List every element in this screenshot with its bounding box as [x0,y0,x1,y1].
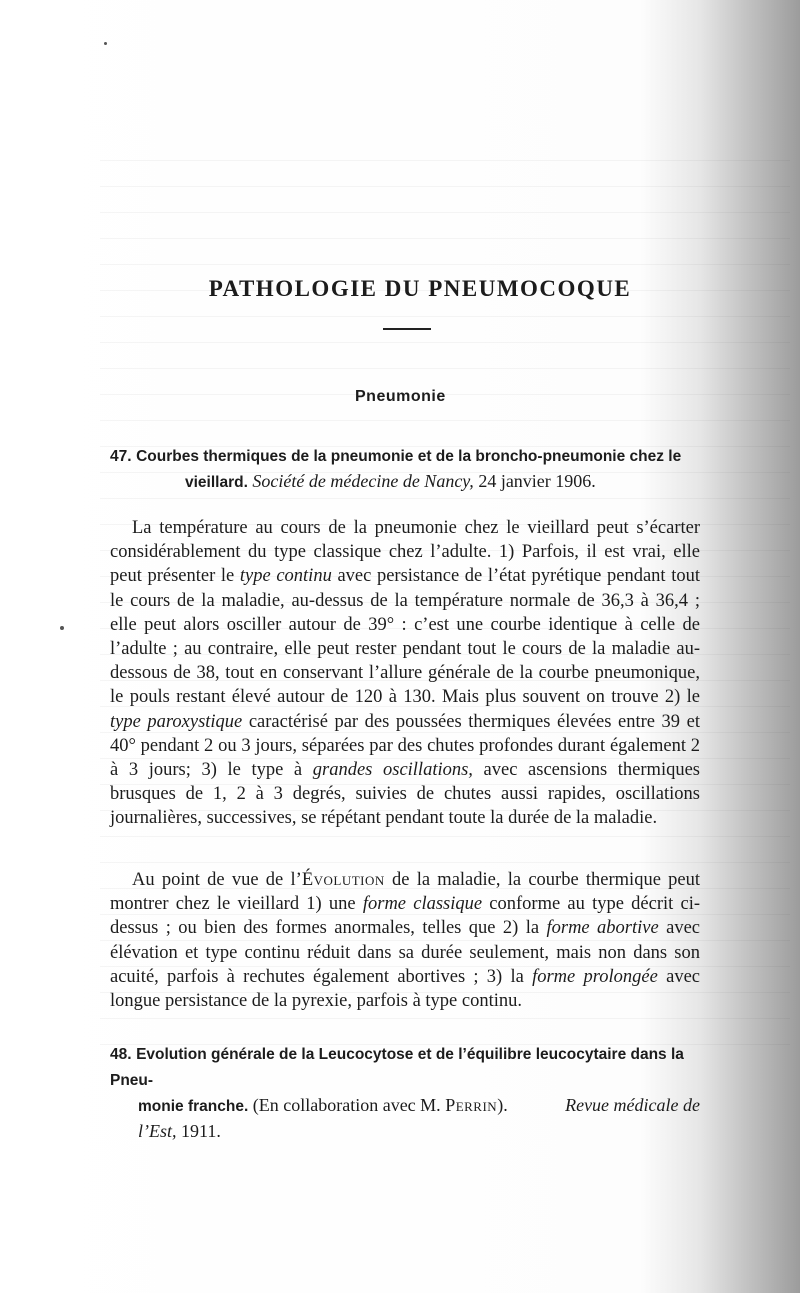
section-title: PATHOLOGIE DU PNEUMOCOQUE [208,276,632,301]
entry-47-paragraph-2 [110,868,700,1013]
para2-text-e: avec longue persistance de la pyrexie, parfois à type continu. [110,966,700,1012]
para2-text-d: avec élévation et type continu réduit dans sa durée seulement, mais non dans son acuité, parfois à rechutes également abortives ; 3) la [110,918,701,987]
para1-text-d: avec ascensions thermiques brusques de 1, 2 à 3 degrés, suivies de chutes aussi rapides, oscillations journalières, successives, se répétant pendant toute la durée de la maladie. [110,760,700,829]
entry-47-date: 24 janvier 1906. [478,471,596,491]
entry-48-heading-line2 [110,1093,700,1119]
entry-47-heading-line1 [110,443,710,469]
entry-47-source: Société de médecine de Nancy, [252,471,474,491]
para1-text-c: caractérisé par des poussées thermiques élevées entre 39 et 40° pendant 2 ou 3 jours, séparées par des chutes profondes durant également 2 à 3 jours; 3) le type à [110,711,700,781]
para1-text-b: avec persistance de l’état pyrétique pendant tout le cours de la maladie, au-dessus de la température normale de 36,3 à 36,4 ; elle peut alors osciller autour de 39° : c’est une courbe identique à celle de l’adulte ; au contraire, elle peut rester pendant tout le cours de la maladie au-dessous de 38, tout en conservant l’allure générale de la courbe pneumonique, le pouls restant élevé autour de 120 à 130. Mais plus souvent on trouve 2) le [110,566,700,708]
entry-48-title-line1: Evolution générale de la Leucocytose et de l’équilibre leucocytaire dans la Pneu- [110,1046,684,1089]
para2-text-b: de la maladie, la courbe thermique peut montrer chez le vieillard 1) une [110,870,701,915]
entry-47-title-line2: vieillard. [185,474,248,491]
entry-48-collab-suffix: ). [497,1095,508,1115]
entry-48-heading-line1 [110,1041,700,1093]
entry-47-number: 47. [110,448,132,465]
entry-48-number: 48. [110,1046,132,1063]
para2-italic-forme-classique: forme classique [362,894,483,915]
entry-48-heading [110,1041,700,1144]
para2-text-c: conforme au type décrit ci-dessus ; ou bien des formes anormales, telles que 2) la [110,894,700,939]
entry-48-journal: Revue médicale de [565,1095,700,1115]
para1-text-a: La température au cours de la pneumonie chez le vieillard peut s’écarter considérablement du type classique chez l’adulte. 1) Parfois, il est vrai, elle peut présenter le [110,518,700,587]
entry-47-heading [110,443,710,495]
entry-48-heading-line3 [110,1119,700,1144]
subsection-title: Pneumonie [355,388,446,405]
entry-48-journal-line2: l’Est, [138,1121,177,1141]
entry-47-heading-line2 [110,469,710,495]
para1-italic-grandes-oscillations: grandes oscillations, [312,760,473,781]
entry-47-title-line1: Courbes thermiques de la pneumonie et de la broncho-pneumonie chez le [136,448,682,465]
entry-48-title-line2: monie franche. [138,1098,249,1115]
para2-italic-forme-abortive: forme abortive [546,918,659,939]
para1-italic-type-paroxystique: type paroxystique [110,711,243,732]
para2-text-a: Au point de vue de l’ [132,870,302,890]
page-speck [60,626,64,630]
entry-47-paragraph-1 [110,516,700,831]
entry-48-collab-name: Perrin [445,1095,498,1115]
para2-italic-forme-prolongee: forme prolongée [532,966,658,987]
para1-italic-type-continu: type continu [239,566,332,587]
entry-48-year: 1911. [181,1121,221,1141]
entry-48-collab-prefix: (En collaboration avec M. [252,1095,446,1115]
title-rule [383,328,431,330]
page-speck [104,42,107,45]
para2-smallcaps-evolution: Évolution [301,870,385,890]
